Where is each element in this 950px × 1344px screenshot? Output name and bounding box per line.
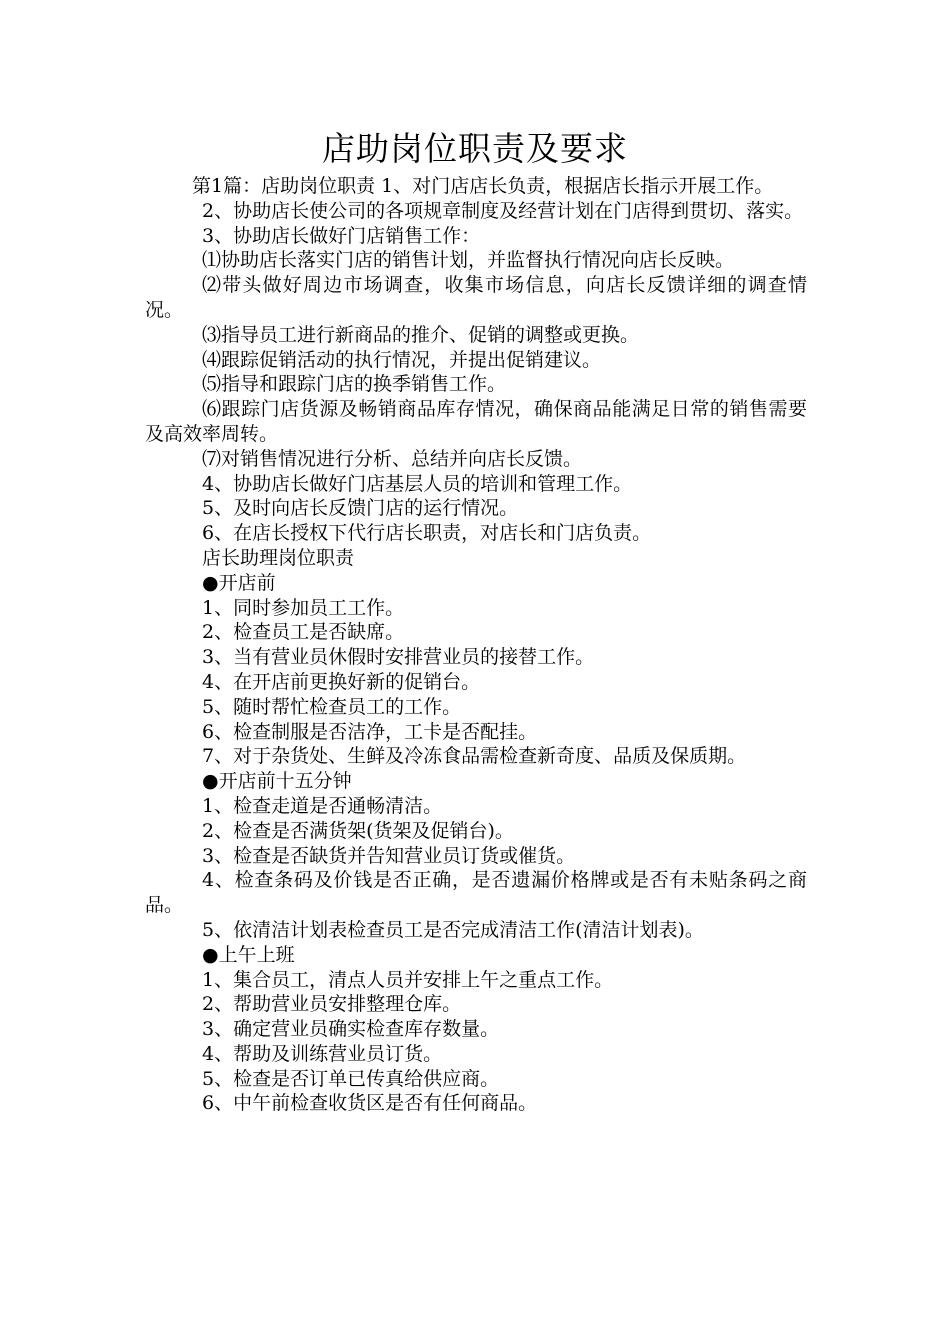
paragraph: ⑺对销售情况进行分析、总结并向店长反馈。 xyxy=(202,447,583,470)
paragraph: 5、依清洁计划表检查员工是否完成清洁工作(清洁计划表)。 xyxy=(202,918,704,941)
paragraph: 2、检查是否满货架(货架及促销台)。 xyxy=(202,819,514,842)
document-title: 店助岗位职责及要求 xyxy=(322,129,628,168)
bullet-heading: ●开店前 xyxy=(202,571,276,594)
paragraph: 4、检查条码及价钱是否正确，是否遗漏价格牌或是否有未贴条码之商品。 xyxy=(145,869,807,917)
paragraph: ⑵带头做好周边市场调查，收集市场信息，向店长反馈详细的调查情况。 xyxy=(145,274,807,321)
paragraph: ⑸指导和跟踪门店的换季销售工作。 xyxy=(202,373,507,396)
paragraph: 第1篇：店助岗位职责 1、对门店店长负责，根据店长指示开展工作。 xyxy=(192,175,774,197)
paragraph: 4、在开店前更换好新的促销台。 xyxy=(202,670,481,693)
paragraph: 4、协助店长做好门店基层人员的培训和管理工作。 xyxy=(202,472,633,495)
paragraph: 1、同时参加员工工作。 xyxy=(202,596,405,619)
paragraph: 3、当有营业员休假时安排营业员的接替工作。 xyxy=(202,646,595,669)
paragraph: ⑶指导员工进行新商品的推介、促销的调整或更换。 xyxy=(202,323,640,346)
section-heading: 店长助理岗位职责 xyxy=(202,546,355,569)
bullet-heading: ●上午上班 xyxy=(202,943,295,966)
paragraph: 2、帮助营业员安排整理仓库。 xyxy=(202,993,462,1016)
paragraph: 4、帮助及训练营业员订货。 xyxy=(202,1042,443,1065)
paragraph: 1、检查走道是否通畅清洁。 xyxy=(202,794,443,817)
paragraph: 6、中午前检查收货区是否有任何商品。 xyxy=(202,1092,538,1115)
paragraph: 2、检查员工是否缺席。 xyxy=(202,621,405,644)
paragraph: 3、检查是否缺货并告知营业员订货或催货。 xyxy=(202,844,576,867)
paragraph: 1、集合员工，清点人员并安排上午之重点工作。 xyxy=(202,968,614,991)
document-body xyxy=(145,174,807,1116)
paragraph: ⑴协助店长落实门店的销售计划，并监督执行情况向店长反映。 xyxy=(202,249,735,272)
paragraph: 5、及时向店长反馈门店的运行情况。 xyxy=(202,497,519,520)
paragraph: 2、协助店长使公司的各项规章制度及经营计划在门店得到贯切、落实。 xyxy=(202,199,804,222)
paragraph: 6、检查制服是否洁净，工卡是否配挂。 xyxy=(202,720,538,743)
paragraph: 5、检查是否订单已传真给供应商。 xyxy=(202,1067,500,1090)
paragraph: 5、随时帮忙检查员工的工作。 xyxy=(202,695,462,718)
paragraph: ⑹跟踪门店货源及畅销商品库存情况，确保商品能满足日常的销售需要及高效率周转。 xyxy=(145,398,807,445)
paragraph: 7、对于杂货处、生鲜及冷冻食品需检查新奇度、品质及保质期。 xyxy=(202,745,747,768)
paragraph: ⑷跟踪促销活动的执行情况，并提出促销建议。 xyxy=(202,348,602,371)
paragraph: 3、确定营业员确实检查库存数量。 xyxy=(202,1018,500,1041)
paragraph: 6、在店长授权下代行店长职责，对店长和门店负责。 xyxy=(202,522,652,545)
bullet-heading: ●开店前十五分钟 xyxy=(202,770,352,793)
paragraph: 3、协助店长做好门店销售工作： xyxy=(202,224,481,247)
